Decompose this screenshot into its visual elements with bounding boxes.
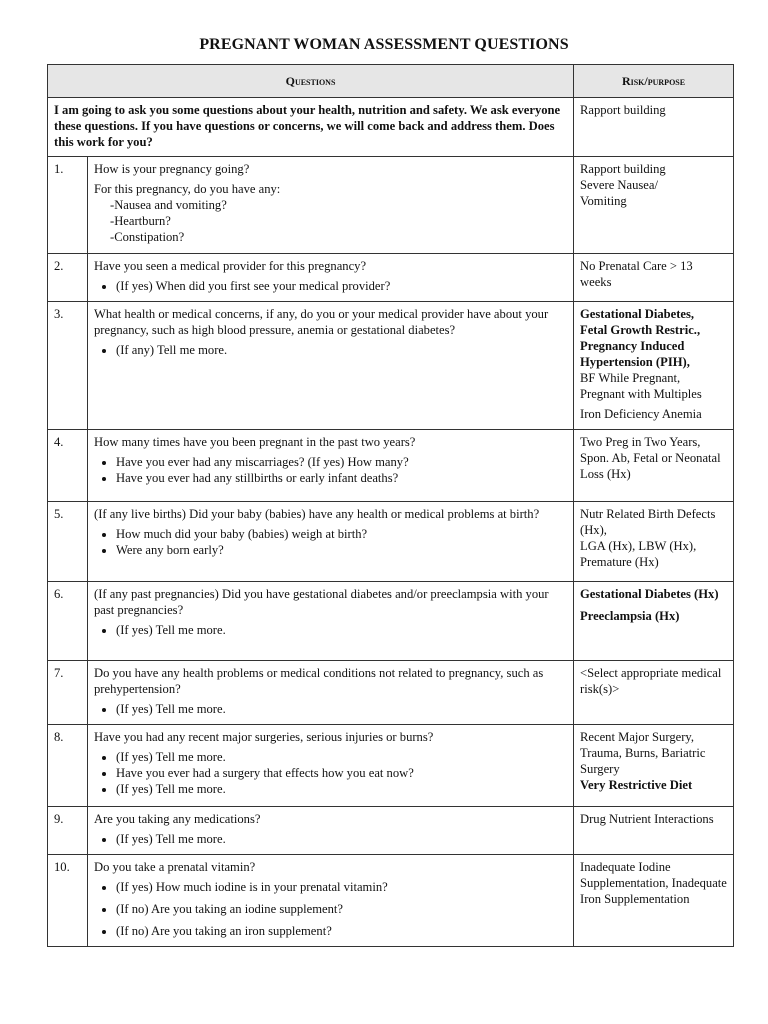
bullet-item: • (If yes) Tell me more. <box>116 781 567 797</box>
bullet-item: • (If no) Are you taking an iron supplement? <box>116 923 567 939</box>
question-text: How many times have you been pregnant in the past two years? <box>94 435 416 449</box>
risk-text: Pregnancy Induced Hypertension (PIH), <box>580 339 690 369</box>
question-text: (If any past pregnancies) Did you have gestational diabetes and/or preeclampsia with your past pregnancies? <box>94 587 549 617</box>
table-row <box>48 725 734 807</box>
row-number: 9. <box>48 807 88 855</box>
table-row <box>48 157 734 254</box>
risk-cell <box>574 254 734 302</box>
question-cell <box>88 661 574 725</box>
bullet-item: • (If any) Tell me more. <box>116 342 567 358</box>
bullet-item: • (If yes) Tell me more. <box>116 831 567 847</box>
table-row <box>48 502 734 582</box>
risk-cell <box>574 661 734 725</box>
row-number: 10. <box>48 855 88 947</box>
row-number: 3. <box>48 302 88 430</box>
risk-cell <box>574 855 734 947</box>
risk-text: Very Restrictive Diet <box>580 778 693 792</box>
row-number: 4. <box>48 430 88 502</box>
question-cell <box>88 855 574 947</box>
row-number: 7. <box>48 661 88 725</box>
question-cell <box>88 430 574 502</box>
bullet-item: • Have you ever had any miscarriages? (If yes) How many? <box>116 454 567 470</box>
bullet-item: • (If yes) When did you first see your medical provider? <box>116 278 567 294</box>
table-row <box>48 582 734 661</box>
bullet-item: • (If yes) How much iodine is in your prenatal vitamin? <box>116 879 567 895</box>
question-text: Do you have any health problems or medical conditions not related to pregnancy, such as prehypertension? <box>94 666 544 696</box>
bullet-item: • (If yes) Tell me more. <box>116 622 567 638</box>
intro-risk: Rapport building <box>574 98 734 157</box>
question-cell <box>88 725 574 807</box>
risk-cell <box>574 502 734 582</box>
page-title: PREGNANT WOMAN ASSESSMENT QUESTIONS <box>199 36 569 53</box>
risk-text: Recent Major Surgery, Trauma, Burns, Bariatric Surgery <box>580 730 706 776</box>
risk-text: Gestational Diabetes (Hx) <box>580 587 719 601</box>
bullet-item: • Were any born early? <box>116 542 567 558</box>
intro-text: I am going to ask you some questions about your health, nutrition and safety. We ask everyone these questions. If you have questions or concerns, we will come back and address them. Does this work for you? <box>48 98 574 157</box>
question-cell <box>88 582 574 661</box>
question-cell <box>88 254 574 302</box>
risk-text: Vomiting <box>580 194 627 208</box>
question-cell <box>88 807 574 855</box>
question-text: Have you seen a medical provider for this pregnancy? <box>94 259 367 273</box>
intro-row <box>48 98 734 157</box>
question-text: How is your pregnancy going? <box>94 162 250 176</box>
question-text: Have you had any recent major surgeries, serious injuries or burns? <box>94 730 434 744</box>
bullet-item: • How much did your baby (babies) weigh at birth? <box>116 526 567 542</box>
sub-item: -Heartburn? <box>110 214 171 228</box>
risk-cell <box>574 725 734 807</box>
risk-cell <box>574 157 734 254</box>
row-number: 5. <box>48 502 88 582</box>
risk-cell <box>574 807 734 855</box>
questions-header: Questions <box>48 65 574 98</box>
risk-text: Fetal Growth Restric., <box>580 323 701 337</box>
question-text: For this pregnancy, do you have any: <box>94 182 281 196</box>
sub-item: -Nausea and vomiting? <box>110 198 227 212</box>
risk-text: LGA (Hx), LBW (Hx), Premature (Hx) <box>580 539 697 569</box>
table-row <box>48 807 734 855</box>
bullet-item: • (If no) Are you taking an iodine supplement? <box>116 901 567 917</box>
bullet-item: • (If yes) Tell me more. <box>116 749 567 765</box>
risk-text: <Select appropriate medical risk(s)> <box>580 666 722 696</box>
question-cell <box>88 302 574 430</box>
row-number: 1. <box>48 157 88 254</box>
question-cell <box>88 157 574 254</box>
risk-text: Nutr Related Birth Defects (Hx), <box>580 507 716 537</box>
risk-cell <box>574 582 734 661</box>
table-row <box>48 661 734 725</box>
risk-header: Risk/purpose <box>574 65 734 98</box>
header-row <box>48 65 734 98</box>
table-row <box>48 302 734 430</box>
bullet-item: • Have you ever had a surgery that effects how you eat now? <box>116 765 567 781</box>
risk-text: Pregnant with Multiples <box>580 387 702 401</box>
risk-text: BF While Pregnant, <box>580 371 681 385</box>
table-row <box>48 430 734 502</box>
question-cell <box>88 502 574 582</box>
bullet-item: • Have you ever had any stillbirths or early infant deaths? <box>116 470 567 486</box>
sub-item: -Constipation? <box>110 230 185 244</box>
risk-cell <box>574 302 734 430</box>
risk-text: Preeclampsia (Hx) <box>580 609 680 623</box>
question-text: What health or medical concerns, if any, do you or your medical provider have about your pregnancy, such as high blood pressure, anemia or gestational diabetes? <box>94 307 549 337</box>
question-text: Do you take a prenatal vitamin? <box>94 860 256 874</box>
table-row <box>48 254 734 302</box>
bullet-item: • (If yes) Tell me more. <box>116 701 567 717</box>
risk-text: Two Preg in Two Years, Spon. Ab, Fetal or Neonatal Loss (Hx) <box>580 435 721 481</box>
risk-text: No Prenatal Care > 13 weeks <box>580 259 693 289</box>
table-row <box>48 855 734 947</box>
risk-text: Inadequate Iodine Supplementation, Inadequate Iron Supplementation <box>580 860 727 906</box>
assessment-table <box>47 64 734 947</box>
risk-text: Rapport building <box>580 162 666 176</box>
risk-cell <box>574 430 734 502</box>
risk-text: Drug Nutrient Interactions <box>580 812 714 826</box>
risk-text: Severe Nausea/ <box>580 178 658 192</box>
row-number: 2. <box>48 254 88 302</box>
row-number: 8. <box>48 725 88 807</box>
risk-text: Gestational Diabetes, <box>580 307 695 321</box>
question-text: (If any live births) Did your baby (babies) have any health or medical problems at birth? <box>94 507 540 521</box>
row-number: 6. <box>48 582 88 661</box>
question-text: Are you taking any medications? <box>94 812 261 826</box>
risk-text: Iron Deficiency Anemia <box>580 407 702 421</box>
